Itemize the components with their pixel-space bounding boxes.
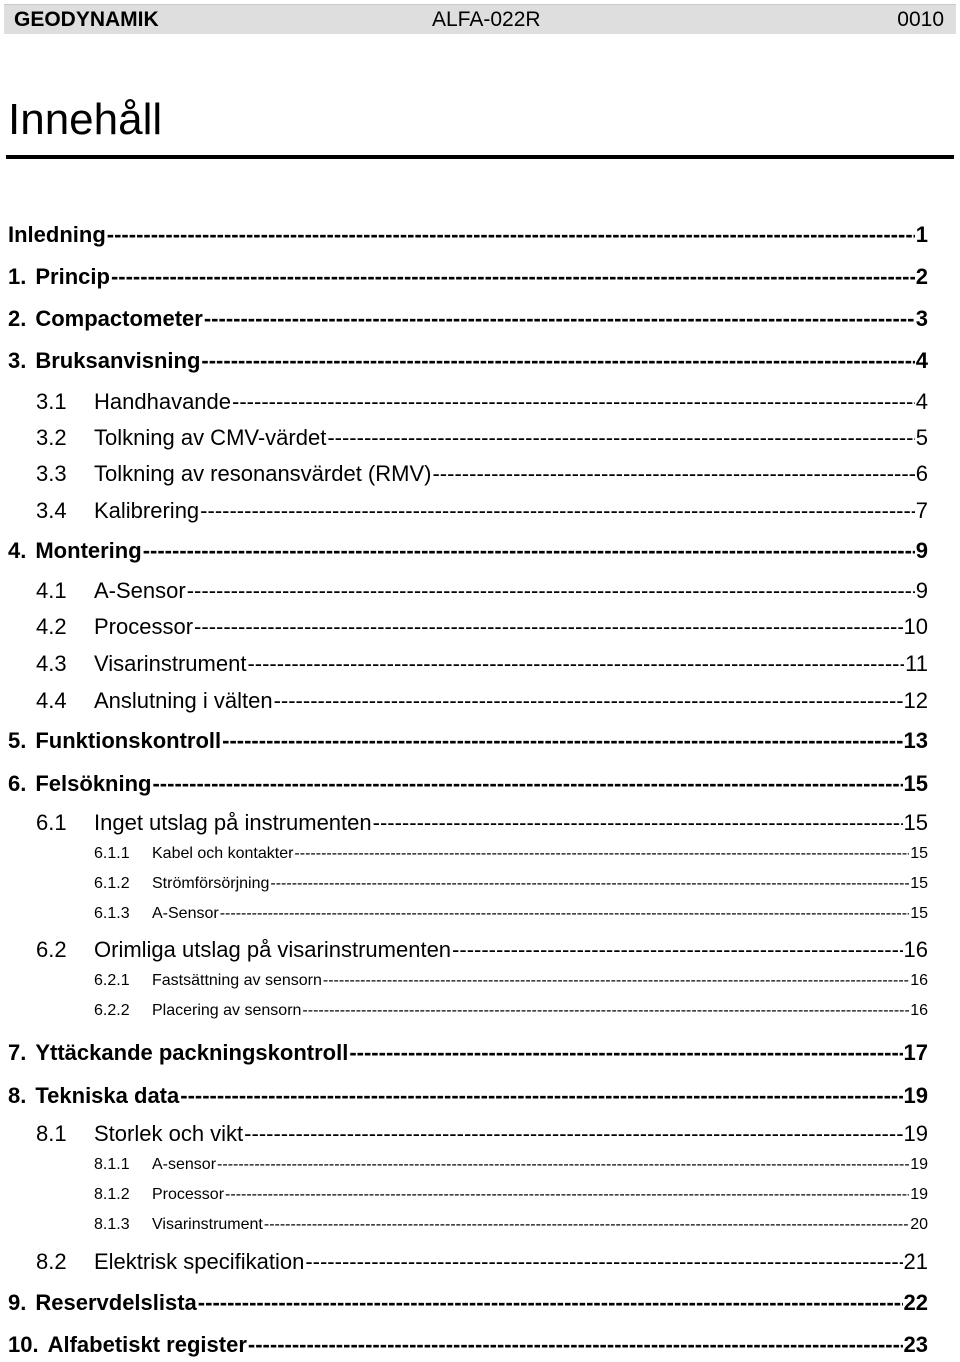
toc-entry-page: 2	[915, 264, 928, 289]
toc-entry-page: 6	[915, 461, 928, 486]
toc-dot-leader	[217, 1156, 909, 1174]
toc-dot-leader	[201, 348, 914, 374]
toc-entry-page: 19	[903, 1121, 928, 1146]
toc-entry[interactable]	[0, 222, 960, 252]
toc-entry-label: Montering	[35, 538, 142, 563]
toc-entry[interactable]	[0, 538, 960, 568]
toc-entry-page: 4	[915, 348, 928, 373]
toc-entry-number: 1.	[8, 264, 27, 289]
toc-entry-page: 5	[915, 425, 928, 450]
toc-entry-number: 4.3	[36, 651, 67, 676]
toc-entry-page: 19	[910, 1156, 928, 1173]
toc-dot-leader	[194, 614, 902, 640]
toc-entry-page: 19	[910, 1186, 928, 1203]
toc-entry-label: Felsökning	[35, 771, 152, 796]
toc-entry[interactable]	[0, 461, 960, 491]
toc-dot-leader	[349, 1040, 902, 1066]
toc-entry-page: 10	[903, 614, 928, 639]
toc-entry-label: Fastsättning av sensorn	[152, 972, 322, 989]
toc-dot-leader	[248, 1332, 903, 1358]
toc-dot-leader	[302, 1002, 909, 1020]
toc-dot-leader	[187, 578, 915, 604]
toc-dot-leader	[327, 425, 914, 451]
toc-entry-label: Placering av sensorn	[152, 1002, 302, 1019]
toc-entry-number: 4.1	[36, 578, 67, 603]
toc-entry-page: 7	[915, 498, 928, 523]
toc-entry-label: Anslutning i välten	[94, 688, 273, 713]
toc-dot-leader	[452, 937, 902, 963]
toc-entry[interactable]	[0, 810, 960, 840]
toc-dot-leader	[143, 538, 915, 564]
toc-entry[interactable]	[0, 688, 960, 718]
toc-entry-number: 6.	[8, 771, 27, 796]
toc-entry-number: 3.3	[36, 461, 67, 486]
toc-entry-number: 2.	[8, 306, 27, 331]
toc-entry-page: 19	[903, 1083, 928, 1108]
toc-entry[interactable]	[0, 651, 960, 681]
toc-entry-label: Alfabetiskt register	[47, 1332, 247, 1357]
toc-entry-number: 4.2	[36, 614, 67, 639]
page-title: Innehåll	[8, 95, 163, 144]
toc-entry[interactable]	[0, 845, 960, 867]
toc-entry-page: 22	[903, 1290, 928, 1315]
toc-entry-number: 6.2	[36, 937, 67, 962]
toc-entry[interactable]	[0, 937, 960, 967]
toc-entry-page: 15	[903, 771, 928, 796]
toc-dot-leader	[107, 222, 915, 248]
toc-dot-leader	[225, 1186, 909, 1204]
toc-entry-page: 15	[910, 845, 928, 862]
toc-entry-number: 6.1.3	[94, 905, 130, 922]
toc-entry-label: Visarinstrument	[152, 1216, 263, 1233]
toc-entry-page: 20	[910, 1216, 928, 1233]
toc-dot-leader	[274, 688, 903, 714]
toc-dot-leader	[152, 771, 902, 797]
toc-entry[interactable]	[0, 614, 960, 644]
toc-entry-page: 23	[903, 1332, 928, 1357]
toc-entry-page: 4	[915, 389, 928, 414]
toc-entry-label: Tolkning av CMV-värdet	[94, 425, 327, 450]
toc-entry-number: 8.2	[36, 1249, 67, 1274]
toc-entry-label: Inget utslag på instrumenten	[94, 810, 372, 835]
toc-dot-leader	[204, 306, 915, 332]
toc-entry[interactable]	[0, 1332, 960, 1362]
toc-dot-leader	[232, 389, 915, 415]
toc-entry[interactable]	[0, 972, 960, 994]
toc-entry-label: Funktionskontroll	[35, 728, 222, 753]
toc-entry-label: A-Sensor	[152, 905, 219, 922]
toc-entry[interactable]	[0, 306, 960, 336]
toc-dot-leader	[264, 1216, 909, 1234]
toc-entry-label: Princip	[35, 264, 110, 289]
toc-entry-number: 6.1.2	[94, 875, 130, 892]
toc-dot-leader	[180, 1083, 902, 1109]
toc-entry-label: Processor	[152, 1186, 225, 1203]
toc-entry-page: 21	[903, 1249, 928, 1274]
toc-dot-leader	[294, 845, 909, 863]
toc-entry-number: 9.	[8, 1290, 27, 1315]
toc-entry[interactable]	[0, 875, 960, 897]
toc-dot-leader	[222, 728, 902, 754]
toc-entry-page: 9	[915, 538, 928, 563]
header-brand: GEODYNAMIK	[14, 8, 159, 31]
toc-dot-leader	[432, 461, 914, 487]
toc-entry-label: Storlek och vikt	[94, 1121, 244, 1146]
toc-entry-label: Processor	[94, 614, 194, 639]
toc-entry-number: 3.2	[36, 425, 67, 450]
toc-entry-label: Inledning	[8, 222, 106, 247]
toc-dot-leader	[244, 1121, 902, 1147]
toc-entry-label: Kabel och kontakter	[152, 845, 294, 862]
toc-entry-number: 3.	[8, 348, 27, 373]
toc-entry-number: 6.2.2	[94, 1002, 130, 1019]
toc-entry-number: 4.	[8, 538, 27, 563]
header-doc-id: ALFA-022R	[432, 8, 541, 31]
toc-entry-label: Bruksanvisning	[35, 348, 201, 373]
toc-entry-label: Tekniska data	[35, 1083, 180, 1108]
toc-entry-page: 17	[903, 1040, 928, 1065]
toc-dot-leader	[247, 651, 904, 677]
toc-entry[interactable]	[0, 1040, 960, 1070]
header-page-number: 0010	[897, 8, 944, 31]
toc-entry-number: 10.	[8, 1332, 39, 1357]
toc-entry[interactable]	[0, 1216, 960, 1238]
toc-entry-page: 16	[903, 937, 928, 962]
toc-entry-number: 3.4	[36, 498, 67, 523]
toc-entry[interactable]	[0, 1121, 960, 1151]
toc-entry-page: 3	[915, 306, 928, 331]
toc-entry[interactable]	[0, 1186, 960, 1208]
toc-entry[interactable]	[0, 1083, 960, 1113]
toc-entry[interactable]	[0, 728, 960, 758]
toc-entry-number: 8.	[8, 1083, 27, 1108]
toc-entry[interactable]	[0, 1249, 960, 1279]
toc-entry-number: 6.1	[36, 810, 67, 835]
toc-entry-label: Handhavande	[94, 389, 232, 414]
toc-dot-leader	[373, 810, 903, 836]
toc-entry-page: 11	[905, 651, 928, 676]
toc-entry-number: 6.2.1	[94, 972, 130, 989]
toc-entry-label: Strömförsörjning	[152, 875, 270, 892]
toc-entry-label: A-sensor	[152, 1156, 217, 1173]
toc-entry-page: 15	[910, 905, 928, 922]
toc-dot-leader	[323, 972, 909, 990]
toc-dot-leader	[270, 875, 909, 893]
toc-entry-number: 8.1.3	[94, 1216, 130, 1233]
toc-entry-page: 13	[903, 728, 928, 753]
toc-entry[interactable]	[0, 1002, 960, 1024]
toc-entry-label: Visarinstrument	[94, 651, 247, 676]
toc-dot-leader	[220, 905, 910, 923]
toc-entry-label: Yttäckande packningskontroll	[35, 1040, 349, 1065]
toc-entry-label: Compactometer	[35, 306, 203, 331]
toc-entry-page: 15	[903, 810, 928, 835]
toc-dot-leader	[305, 1249, 902, 1275]
toc-entry[interactable]	[0, 264, 960, 294]
toc-entry-number: 8.1.2	[94, 1186, 130, 1203]
toc-entry[interactable]	[0, 498, 960, 528]
toc-entry-page: 12	[903, 688, 928, 713]
toc-entry-label: Reservdelslista	[35, 1290, 197, 1315]
toc-entry-page: 1	[915, 222, 928, 247]
toc-entry[interactable]	[0, 389, 960, 419]
toc-entry-page: 16	[910, 1002, 928, 1019]
toc-entry-number: 4.4	[36, 688, 67, 713]
toc-entry-number: 8.1	[36, 1121, 67, 1146]
toc-entry-label: Elektrisk specifikation	[94, 1249, 305, 1274]
toc-dot-leader	[111, 264, 915, 290]
toc-entry[interactable]	[0, 425, 960, 455]
toc-entry-page: 9	[915, 578, 928, 603]
toc-entry-label: Tolkning av resonansvärdet (RMV)	[94, 461, 432, 486]
toc-entry[interactable]	[0, 771, 960, 801]
toc-entry-number: 3.1	[36, 389, 67, 414]
toc-entry-label: Orimliga utslag på visarinstrumenten	[94, 937, 452, 962]
toc-entry-page: 15	[910, 875, 928, 892]
toc-entry-number: 8.1.1	[94, 1156, 130, 1173]
toc-dot-leader	[198, 1290, 903, 1316]
toc-entry-label: A-Sensor	[94, 578, 186, 603]
toc-entry[interactable]	[0, 905, 960, 927]
toc-entry[interactable]	[0, 348, 960, 378]
toc-entry-number: 5.	[8, 728, 27, 753]
toc-entry[interactable]	[0, 1156, 960, 1178]
toc-entry[interactable]	[0, 1290, 960, 1320]
toc-entry[interactable]	[0, 578, 960, 608]
toc-entry-label: Kalibrering	[94, 498, 200, 523]
toc-entry-number: 6.1.1	[94, 845, 130, 862]
toc-dot-leader	[200, 498, 915, 524]
toc-entry-page: 16	[910, 972, 928, 989]
toc-entry-number: 7.	[8, 1040, 27, 1065]
